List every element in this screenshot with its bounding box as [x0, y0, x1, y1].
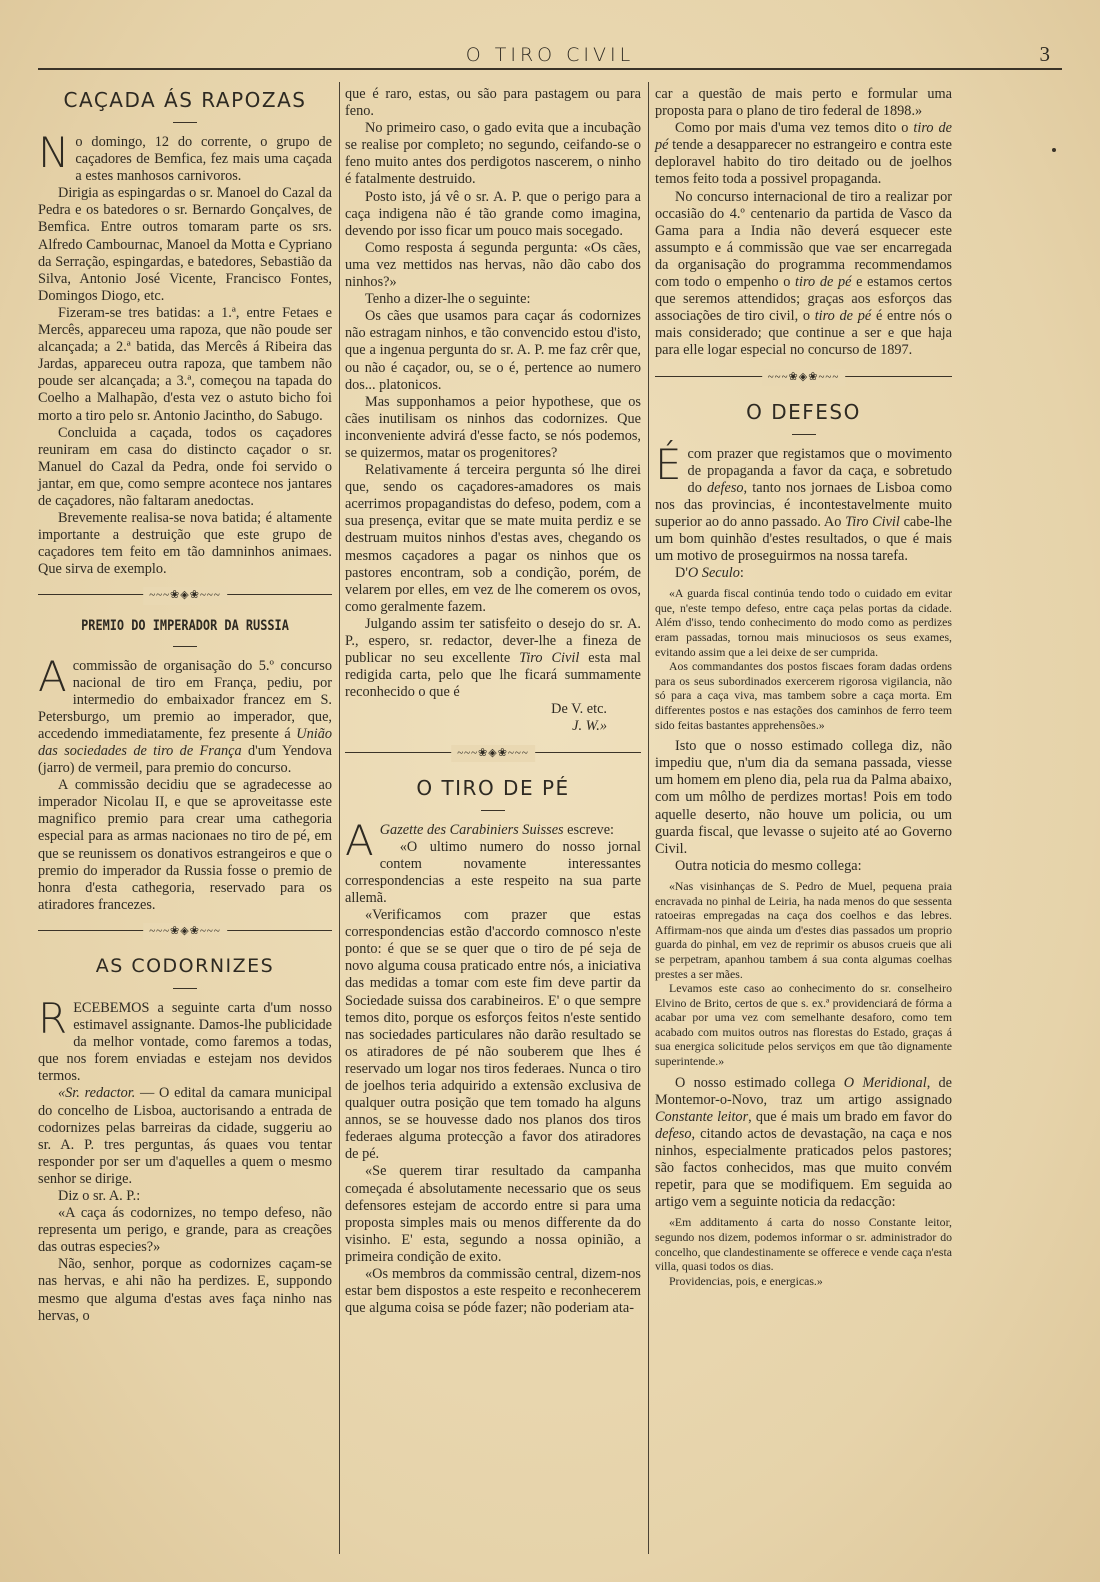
article-paragraph: A Gazette des Carabiniers Suisses escreve: — [345, 815, 615, 865]
title-rule — [481, 810, 505, 811]
article-paragraph: Concluida a caçada, todos os caçadores reuniram em casa do distincto caçador o sr. Manuel do Cazal da Pedra, onde foi servido o jantar, em que, como sempre acontece nos jantares de caçadores, não faltaram anedoctas. — [38, 424, 332, 509]
block-quote — [655, 879, 952, 1069]
ornament-divider: ~~~❀◈❀~~~ — [38, 586, 332, 604]
article-paragraph: Mas supponhamos a peior hypothese, que os cães inutilisam os ninhos das codornizes. Que inconveniente advirá d'esse facto, se nós podemos, se quizermos, matar os progenitores? — [345, 393, 641, 461]
article-paragraph: Outra noticia do mesmo collega: — [675, 857, 862, 874]
drop-cap: A — [345, 815, 374, 865]
article-paragraph: D'O Seculo: — [675, 565, 744, 582]
quote-paragraph: Aos commandantes dos postos fiscaes foram dadas ordens para os seus subordinados exercerem rigorosa vigilancia, não só para a caça viva, mas tambem sobre a caça morta. Em differentes postos e nas estações dos caminhos de ferro teem sido feitas bastantes apprehensões.» — [655, 659, 952, 732]
article-title: AS CODORNIZES — [95, 954, 275, 977]
article-paragraph: No domingo, 12 do corrente, o grupo de caçadores de Bemfica, fez mais uma caçada a estes manhosos carnivoros. — [38, 128, 332, 185]
signature-line: De V. etc. — [551, 701, 607, 718]
article-paragraph: Brevemente realisa-se nova batida; é altamente importante a destruição que este grupo de caçadores tem feito em tão damninhos animaes. Que sirva de exemplo. — [38, 510, 332, 578]
drop-cap: A — [38, 651, 67, 701]
article-paragraph: O nosso estimado collega O Meridional, de Montemor-o-Novo, traz um artigo assignado Constante leitor, que é mais um brado em favor do defeso, citando actos de devastação, na caça e nos ninhos, especialmente praticados pelos pastores; são factos conhecidos, mas que muito convém repetir, para que se modifiquem. Em seguida ao artigo vem a seguinte noticia da redacção: — [655, 1074, 952, 1211]
block-quote — [655, 586, 952, 732]
quote-paragraph: Levamos este caso ao conhecimento do sr. conselheiro Elvino de Brito, certos de que s. ex.ª providenciará de fórma a acabar por uma vez com semelhante desaforo, como tem acabado com muitos outros nas florestas do Estado, graças á sua energica solicitude pelos serviços em que tão dignamente superintende.» — [655, 981, 952, 1069]
title-rule — [173, 646, 197, 647]
article-paragraph: Acommissão de organisação do 5.º concurso nacional de tiro em França, pediu, por intermedio do embaixador francez em S. Petersburgo, um premio ao imperador, que, accedendo immediatamente, fez presente á União das sociedades de tiro de França d'um Yendova (jarro) de vermeil, para premio do concurso. — [38, 651, 332, 777]
article-paragraph: que é raro, estas, ou são para pastagem ou para feno. — [345, 86, 641, 120]
title-rule — [173, 122, 197, 123]
quote-paragraph: «A guarda fiscal continúa tendo todo o cuidado em evitar que, n'este tempo defeso, entre caça pelas portas da cidade. Além d'isso, tendo conhecimento do modo como as perdizes eram passadas, tornou mais minuciosos os seus exames, evitando assim que a lei deixe de ser cumprida. — [655, 586, 952, 659]
page-header — [38, 44, 1062, 70]
drop-cap: R — [38, 993, 68, 1043]
ornament-divider: ~~~❀◈❀~~~ — [345, 744, 641, 762]
page-number: 3 — [1039, 42, 1050, 66]
article-title: O DEFESO — [746, 399, 861, 424]
article-paragraph: Posto isto, já vê o sr. A. P. que o perigo para a caça indigena não é tão grande como imagina, devendo por isso ficar um pouco mais socegado. — [345, 188, 641, 239]
article-title: PREMIO DO IMPERADOR DA RUSSIA — [81, 618, 289, 635]
article-paragraph: «Os membros da commissão central, dizem-nos estar bem dispostos a este respeito e reconhecerem que alguma coisa se póde fazer; não poderiam ata- — [345, 1266, 641, 1317]
column-1 — [38, 86, 332, 1325]
column-rule — [339, 82, 340, 1554]
ink-speck — [1052, 148, 1056, 152]
article-paragraph: «O ultimo numero do nosso jornal contem novamente interessantes correspondencias a este respeito na sua parte allemã. — [345, 838, 641, 906]
article-paragraph: Tenho a dizer-lhe o seguinte: — [365, 291, 531, 308]
article-paragraph: No concurso internacional de tiro a realizar por occasião do 4.º centenario da partida de Vasco da Gama para a India não deverá esquecer este assumpto e á commissão que vae ser encarregada da organisação do programma recommendamos com todo o empenho o tiro de pé e estamos certos que seremos attendidos; graças aos esforços das associações de tiro civil, o tiro de pé é entre nós o mais considerado; que continue a ser e que haja para elle logar especial no concurso de 1897. — [655, 188, 953, 359]
article-paragraph: Fizeram-se tres batidas: a 1.ª, entre Fetaes e Mercês, appareceu uma rapoza, que não poude ser alcançada; a 2.ª batida, das Mercês á Ribeira das Jardas, appareceu outra rapoza, que tambem não poude ser alcançada; a 3.ª, começou na tapada do Coelho a Malhapão, d'esta vez o astuto bicho foi morto a tiro pelo sr. Antonio Jacintho, do Sabugo. — [38, 304, 332, 424]
block-quote — [655, 1215, 952, 1288]
running-title: O TIRO CIVIL — [465, 44, 635, 66]
article-paragraph: Não, senhor, porque as codornizes caçam-se nas hervas, e ahi não ha perdizes. E, suppondo mesmo que alguma d'estas aves faça ninho nas hervas, o — [38, 1256, 332, 1324]
article-title: O TIRO DE PÉ — [416, 775, 570, 800]
quote-paragraph: «Nas visinhanças de S. Pedro de Muel, pequena praia encravada no pinhal de Leiria, ha nada menos do que sessenta ratoeiras empregadas na caça dos coelhos e das lebres. Affirmam-nos que ainda um d'estes dias passados um proprio guarda do pinhal, em vez de reprimir os abusos crueis que ali se perpetram, apanhou tambem á sua conta algumas coelhas prestes a ser mães. — [655, 878, 952, 981]
article-paragraph: car a questão de mais perto e formular uma proposta para o plano de tiro federal de 1898.» — [655, 86, 952, 120]
article-paragraph: Como por mais d'uma vez temos dito o tiro de pé tende a desapparecer no estrangeiro e contra este deploravel habito do tiro deitado ou de joelhos temos feito toda a possivel propaganda. — [655, 120, 953, 188]
article-paragraph: «Verificamos com prazer que estas correspondencias estão d'accordo comnosco n'este ponto: é que se se quer que o tiro de pé seja de novo alguma cousa praticado entre nós, a iniciativa das medidas a tomar com este fim deve partir da Sociedade suissa dos carabineiros. E' o que sempre temos dito, porque os esforços feitos n'este sentido nas sociedades particulares não darão resultado se os atiradores de pé não souberem que lhes é reservado um logar nos tiros federaes. Nunca o tiro de joelhos teria adquirido a extensão exclusiva de qualquer outra posição que tem tomado ha alguns annos, se se houvesse dado nos planos dos tiros federaes alguma protecção a favor dos atiradores de pé. — [345, 907, 641, 1163]
article-paragraph: RECEBEMOS a seguinte carta d'um nosso estimavel assignante. Damos-lhe publicidade da melhor vontade, como faremos a todas, que nos forem enviadas e estejam nos devidos termos. — [38, 993, 332, 1085]
signature: J. W.» — [572, 718, 607, 735]
article-paragraph: «Se querem tirar resultado da campanha começada é absolutamente necessario que os seus defensores estejam de accordo entre si para uma proposta simples mais ou menos differente da do visinho. E' esta, segundo a nossa opinião, a primeira condição de exito. — [345, 1163, 641, 1265]
article-paragraph: Julgando assim ter satisfeito o desejo do sr. A. P., espero, sr. redactor, dever-lhe a fineza de publicar no seu excellente Tiro Civil esta mal redigida carta, pelo que lhe ficará summamente reconhecido o que é — [345, 615, 641, 701]
article-paragraph: Dirigia as espingardas o sr. Manoel do Cazal da Pedra e os batedores o sr. Bernardo Gonçalves, de Bemfica. Entre outros tomaram parte os srs. Alfredo Cambournac, Manoel da Motta e Cypriano da Serração, espingardas, e batedores, Sebastião da Silva, Antonio José Vicente, Francisco Fontes, Domingos Diogo, etc. — [38, 185, 332, 304]
article-paragraph: No primeiro caso, o gado evita que a incubação se realise por completo; no segundo, ceifando-se o feno muito antes dos perdigotos nascerem, o ninho é fatalmente destruido. — [345, 120, 641, 188]
article-paragraph: Como resposta á segunda pergunta: «Os cães, uma vez mettidos nas hervas, não dão cabo dos ninhos?» — [345, 239, 641, 291]
article-paragraph: Relativamente á terceira pergunta só lhe direi que, sendo os caçadores-amadores os mais acerrimos propagandistas do defeso, podem, com a sua presença, evitar que se mate muita perdiz e se destruam muitos ninhos d'estas aves, chegando os mesmos caçadores a pagar os ninhos que os pastores encontram, sob a condição, porém, de velarem por elles, em vez de lhe comerem os ovos, como geralmente fazem. — [345, 462, 641, 615]
ornament-divider: ~~~❀◈❀~~~ — [38, 922, 332, 940]
article-paragraph: Os cães que usamos para caçar ás codornizes não estragam ninhos, e tão convencido estou d'isto, que a ingenua pergunta do sr. A. P. me faz crêr que, ou não é caçador, ou, se o é, pertence ao numero dos... platonicos. — [345, 308, 641, 393]
column-3 — [655, 86, 952, 1288]
quote-paragraph: «Em additamento á carta do nosso Constante leitor, segundo nos dizem, podemos informar o sr. administrador do concelho, que clandestinamente se offerece e vende caça n'esta villa, quasi todos os dias. — [655, 1215, 952, 1274]
drop-cap: N — [38, 128, 70, 177]
article-paragraph: A commissão decidiu que se agradecesse ao imperador Nicolau II, e que se aproveitasse este magnifico premio para crear uma cathegoria especial para as armas nacionaes no tiro de pé, em que se reunissem os donativos estrangeiros e que o premio do imperador da Russia fosse o premio de honra d'esta cathegoria, reservado para os atiradores francezes. — [38, 777, 332, 913]
ornament-divider: ~~~❀◈❀~~~ — [655, 368, 952, 386]
article-paragraph: Isto que o nosso estimado collega diz, não impediu que, n'um dia da semana passada, viesse um homem em pleno dia, pela rua da Palma abaixo, com um môlho de perdizes mortas! Pois em todo aquelle deserto, não houve um policia, ou um guarda fiscal, que levasse o sujeito até ao Governo Civil. — [655, 738, 952, 857]
article-title: CAÇADA ÁS RAPOZAS — [63, 88, 307, 112]
quote-paragraph: Providencias, pois, e energicas.» — [669, 1273, 823, 1288]
article-paragraph: Diz o sr. A. P.: — [58, 1187, 141, 1204]
column-rule — [648, 82, 649, 1554]
title-rule — [173, 988, 197, 989]
article-paragraph: Écom prazer que registamos que o movimento de propaganda a favor da caça, e sobretudo do defeso, tanto nos jornaes de Lisboa como nos das provincias, é incontestavelmente muito superior ao do anno passado. Ao Tiro Civil cabe-lhe um bom quinhão d'estes resultados, o que é mais um motivo de proseguirmos na nossa tarefa. — [655, 439, 953, 565]
column-2 — [345, 86, 641, 1317]
drop-cap: É — [655, 439, 682, 489]
title-rule — [792, 434, 816, 435]
article-paragraph: «Sr. redactor. — O edital da camara municipal do concelho de Lisboa, auctorisando a entrada de codornizes pelas barreiras da cidade, suggeriu ao sr. A. P. tres perguntas, ás quaes vou tentar responder por ser um d'aquelles a quem o mesmo senhor se dirige. — [38, 1085, 332, 1187]
article-paragraph: «A caça ás codornizes, no tempo defeso, não representa um perigo, e grande, para as creações das outras especies?» — [38, 1205, 332, 1256]
